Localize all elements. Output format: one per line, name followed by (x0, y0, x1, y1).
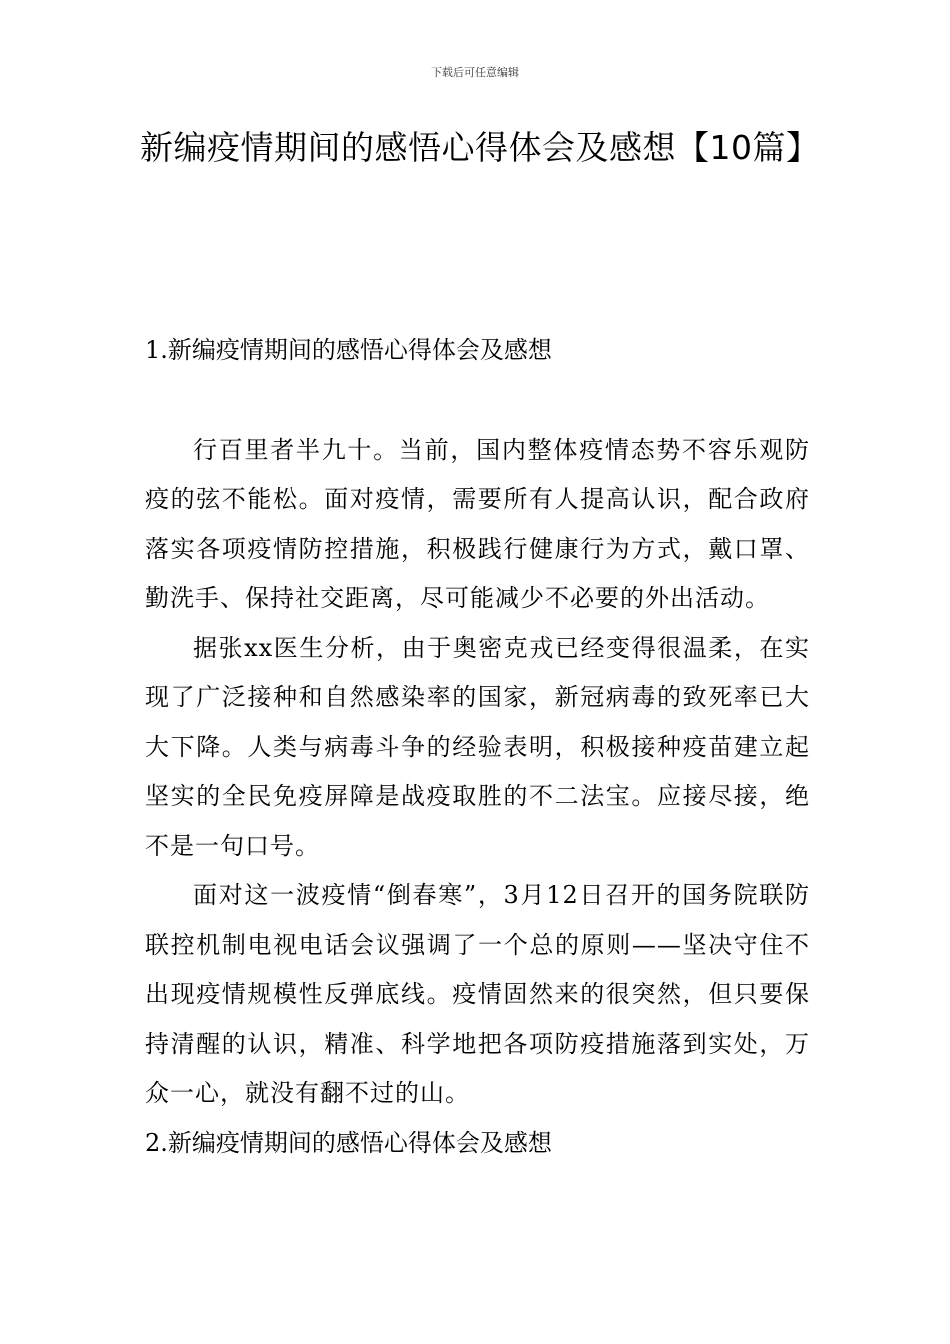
document-body (145, 326, 810, 1168)
paragraph-3: 面对这一波疫情“倒春寒”，3月12日召开的国务院联防联控机制电视电话会议强调了一个总的原则——坚决守住不出现疫情规模性反弹底线。疫情固然来的很突然，但只要保持清醒的认识，精准、科学地把各项防疫措施落到实处，万众一心，就没有翻不过的山。 (145, 881, 810, 1107)
section-heading-2: 2.新编疫情期间的感悟心得体会及感想 (145, 1128, 552, 1157)
paragraph-2: 据张xx医生分析，由于奥密克戎已经变得很温柔，在实现了广泛接种和自然感染率的国家，新冠病毒的致死率已大大下降。人类与病毒斗争的经验表明，积极接种疫苗建立起坚实的全民免疫屏障是战疫取胜的不二法宝。应接尽接，绝不是一句口号。 (145, 633, 810, 860)
document-title: 新编疫情期间的感悟心得体会及感想【10篇】 (140, 128, 820, 167)
header-note: 下载后可任意编辑 (431, 66, 519, 79)
paragraph-1: 行百里者半九十。当前，国内整体疫情态势不容乐观防疫的弦不能松。面对疫情，需要所有人提高认识，配合政府落实各项疫情防控措施，积极践行健康行为方式，戴口罩、勤洗手、保持社交距离，尽可能减少不必要的外出活动。 (145, 435, 810, 612)
section-heading-1: 1.新编疫情期间的感悟心得体会及感想 (145, 336, 552, 364)
